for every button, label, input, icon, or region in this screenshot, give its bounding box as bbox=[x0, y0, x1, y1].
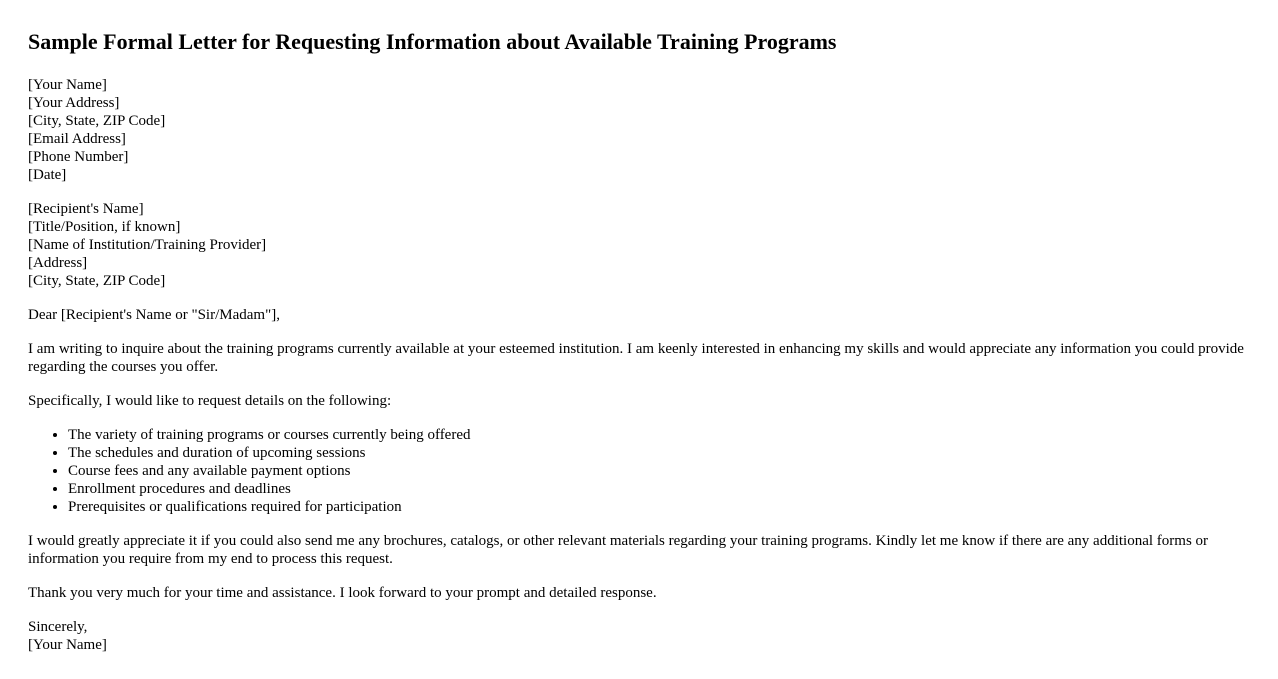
closing: Sincerely, bbox=[28, 619, 88, 635]
sender-phone: [Phone Number] bbox=[28, 149, 129, 165]
sender-city-state-zip: [City, State, ZIP Code] bbox=[28, 113, 166, 129]
sender-address: [Your Address] bbox=[28, 95, 120, 111]
sender-address-block bbox=[28, 76, 1250, 184]
letter-date: [Date] bbox=[28, 167, 67, 183]
recipient-address-block bbox=[28, 200, 1250, 290]
request-list bbox=[28, 426, 1250, 516]
recipient-title: [Title/Position, if known] bbox=[28, 219, 181, 235]
list-item: • The variety of training programs or courses currently being offered bbox=[68, 426, 1250, 444]
request-paragraph: Specifically, I would like to request details on the following: bbox=[28, 393, 392, 409]
materials-paragraph: I would greatly appreciate it if you could also send me any brochures, catalogs, or other relevant materials regarding your training programs. Kindly let me know if there are any additional forms or information you require from my end to process this request. bbox=[28, 533, 1209, 567]
list-item: • The schedules and duration of upcoming sessions bbox=[68, 444, 1250, 462]
recipient-name: [Recipient's Name] bbox=[28, 201, 144, 217]
list-item: • Enrollment procedures and deadlines bbox=[68, 480, 1250, 498]
page-title: Sample Formal Letter for Requesting Information about Available Training Programs bbox=[28, 29, 837, 54]
closing-block bbox=[28, 618, 1250, 654]
letter-page bbox=[0, 29, 1278, 654]
signature-name: [Your Name] bbox=[28, 637, 107, 653]
list-item: • Prerequisites or qualifications required for participation bbox=[68, 498, 1250, 516]
recipient-city-state-zip: [City, State, ZIP Code] bbox=[28, 273, 166, 289]
intro-paragraph: I am writing to inquire about the training programs currently available at your esteemed institution. I am keenly interested in enhancing my skills and would appreciate any information you could provide regarding the courses you offer. bbox=[28, 341, 1244, 375]
thanks-paragraph: Thank you very much for your time and assistance. I look forward to your prompt and detailed response. bbox=[28, 585, 657, 601]
sender-name: [Your Name] bbox=[28, 77, 107, 93]
sender-email: [Email Address] bbox=[28, 131, 126, 147]
recipient-institution: [Name of Institution/Training Provider] bbox=[28, 237, 267, 253]
list-item: • Course fees and any available payment options bbox=[68, 462, 1250, 480]
recipient-address: [Address] bbox=[28, 255, 88, 271]
salutation: Dear [Recipient's Name or "Sir/Madam"], bbox=[28, 307, 280, 323]
